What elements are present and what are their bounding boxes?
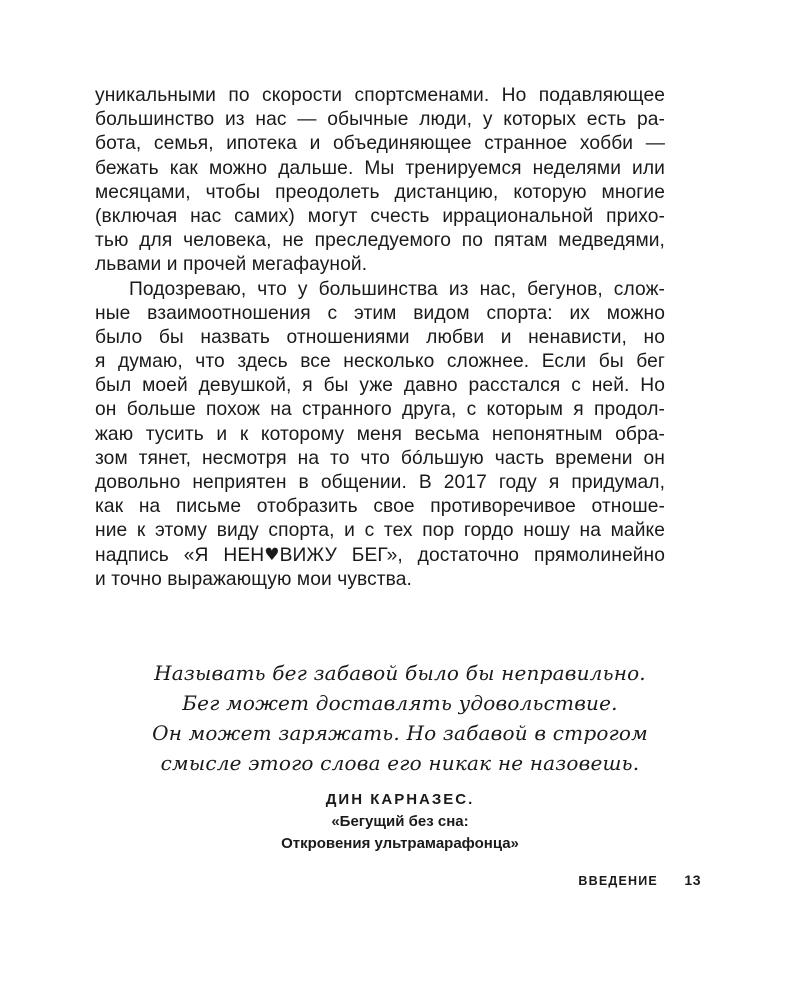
body-line: тью для человека, не преследуемого по пятам медведями, [95,230,665,252]
body-line: ные взаимоотношения с этим видом спорта: их можно [95,302,665,324]
body-line-with-heart [95,544,665,568]
body-line: зом тянет, несмотря на то что бóльшую часть времени он [95,447,665,469]
epigraph-line: Он может заряжать. Но забавой в строгом [152,721,648,745]
epigraph-line: Бег может доставлять удовольствие. [182,691,618,715]
epigraph-quote [80,658,720,778]
body-text [95,84,665,592]
book-title-line: Откровения ультрамарафонца» [281,835,519,852]
body-line: большинство из нас — обычные люди, у которых есть ра- [95,109,665,131]
body-line-part: ВИЖУ БЕГ», достаточно прямолинейно [279,544,665,566]
body-line: довольно неприятен в общении. В 2017 году я придумал, [95,472,665,493]
body-line: бота, семья, ипотека и объединяющее странное хобби — [95,133,665,155]
body-line: как на письме отобразить свое противоречивое отноше- [95,496,665,518]
body-line: бежать как можно дальше. Мы тренируемся неделями или [95,157,665,179]
body-line: он больше похож на странного друга, с которым я продол- [95,399,665,421]
quote-author: ДИН КАРНАЗЕС. [325,791,475,808]
body-line: месяцами, чтобы преодолеть дистанцию, которую многие [95,181,665,203]
running-header-section: ВВЕДЕНИЕ [578,874,658,888]
body-line: Подозреваю, что у большинства из нас, бегунов, слож- [129,278,665,300]
epigraph-line: Называть бег забавой было бы неправильно. [154,661,646,685]
body-line: львами и прочей мегафауной. [95,254,368,276]
page-footer [578,872,701,890]
book-title-line: «Бегущий без сна: [331,813,469,830]
body-line: уникальными по скорости спортсменами. Но подавляющее [95,85,665,106]
body-line: и точно выражающую мои чувства. [95,568,412,590]
body-line: был моей девушкой, я бы уже давно расстался с ней. Но [95,375,665,397]
body-line: (включая нас самих) могут счесть иррациональной прихо- [95,205,665,227]
epigraph-attribution [80,789,720,855]
body-line: жаю тусить и к которому меня весьма непонятным обра- [95,423,665,445]
body-line-part: надпись «Я НЕН [95,544,265,566]
body-line: ние к этому виду спорта, и с тех пор гордо ношу на майке [95,520,665,542]
body-line: было бы назвать отношениями любви и ненависти, но [95,326,665,348]
epigraph-line: смысле этого слова его никак не назовешь. [160,751,640,775]
body-line: я думаю, что здесь все несколько сложнее. Если бы бег [95,351,665,373]
page-number: 13 [684,872,701,888]
heart-icon: ♥ [264,544,280,565]
